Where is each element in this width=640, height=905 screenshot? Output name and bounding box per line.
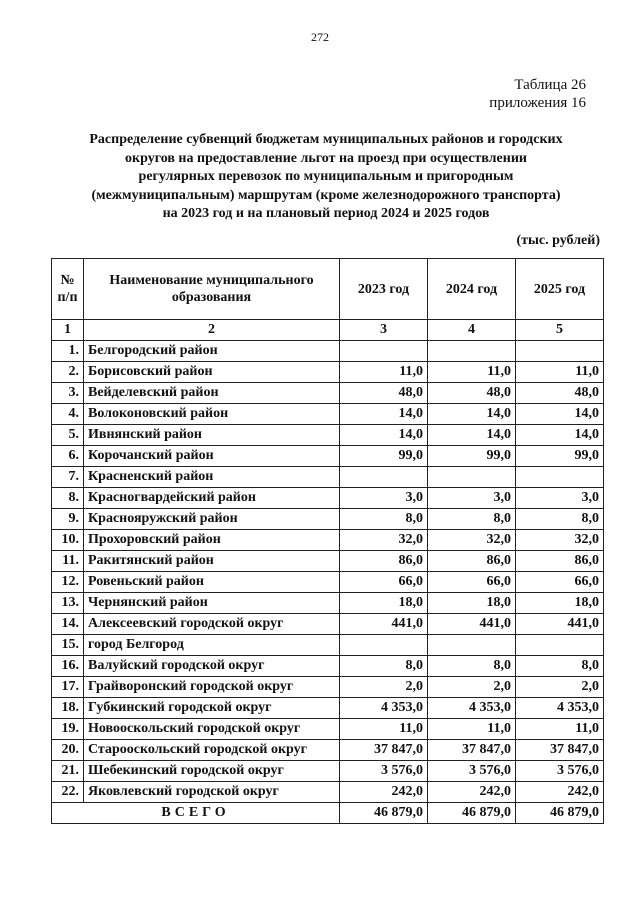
row-number: 16. — [52, 656, 84, 677]
table-row — [52, 488, 604, 509]
municipality-name: Краснояружский район — [84, 509, 340, 530]
municipality-name: Борисовский район — [84, 362, 340, 383]
table-row — [52, 698, 604, 719]
value-2025: 8,0 — [516, 509, 604, 530]
table-row — [52, 362, 604, 383]
municipality-name: Новооскольский городской округ — [84, 719, 340, 740]
table-row — [52, 404, 604, 425]
column-number: 4 — [428, 320, 516, 341]
value-2025: 3 576,0 — [516, 761, 604, 782]
row-number: 15. — [52, 635, 84, 656]
column-number: 1 — [52, 320, 84, 341]
value-2024: 11,0 — [428, 719, 516, 740]
table-row — [52, 341, 604, 362]
table-row — [52, 446, 604, 467]
municipality-name: Красногвардейский район — [84, 488, 340, 509]
value-2025: 14,0 — [516, 425, 604, 446]
value-2023: 66,0 — [340, 572, 428, 593]
value-2023: 11,0 — [340, 719, 428, 740]
value-2023: 8,0 — [340, 509, 428, 530]
row-number: 9. — [52, 509, 84, 530]
header-2025: 2025 год — [516, 259, 604, 320]
value-2024: 441,0 — [428, 614, 516, 635]
municipality-name: Чернянский район — [84, 593, 340, 614]
row-number: 20. — [52, 740, 84, 761]
value-2024: 32,0 — [428, 530, 516, 551]
value-2023 — [340, 467, 428, 488]
value-2025: 32,0 — [516, 530, 604, 551]
row-number: 14. — [52, 614, 84, 635]
value-2025 — [516, 635, 604, 656]
municipality-name: Ровеньский район — [84, 572, 340, 593]
municipality-name: Вейделевский район — [84, 383, 340, 404]
value-2024: 8,0 — [428, 656, 516, 677]
table-caption-line-2: приложения 16 — [489, 95, 586, 111]
value-2024: 18,0 — [428, 593, 516, 614]
table-row — [52, 509, 604, 530]
total-label: ВСЕГО — [52, 803, 340, 824]
header-name: Наименование муниципального образования — [84, 259, 340, 320]
row-number: 2. — [52, 362, 84, 383]
total-2023: 46 879,0 — [340, 803, 428, 824]
row-number: 21. — [52, 761, 84, 782]
table-row — [52, 635, 604, 656]
value-2024: 2,0 — [428, 677, 516, 698]
table-row — [52, 761, 604, 782]
value-2023: 14,0 — [340, 425, 428, 446]
header-num: № п/п — [52, 259, 84, 320]
units-label: (тыс. рублей) — [516, 233, 600, 248]
municipality-name: Корочанский район — [84, 446, 340, 467]
value-2023: 48,0 — [340, 383, 428, 404]
value-2024: 48,0 — [428, 383, 516, 404]
value-2023: 99,0 — [340, 446, 428, 467]
value-2025: 11,0 — [516, 362, 604, 383]
municipality-name: Шебекинский городской округ — [84, 761, 340, 782]
row-number: 17. — [52, 677, 84, 698]
title-line: на 2023 год и на плановый период 2024 и 2025 годов — [162, 206, 490, 221]
municipality-name: Грайворонский городской округ — [84, 677, 340, 698]
table-caption — [489, 76, 586, 112]
table-caption-line-1: Таблица 26 — [514, 77, 586, 93]
value-2025: 18,0 — [516, 593, 604, 614]
value-2023 — [340, 635, 428, 656]
table-row — [52, 383, 604, 404]
value-2023: 86,0 — [340, 551, 428, 572]
value-2025 — [516, 467, 604, 488]
value-2024: 86,0 — [428, 551, 516, 572]
row-number: 10. — [52, 530, 84, 551]
table-row — [52, 614, 604, 635]
header-row — [52, 259, 604, 320]
municipality-name: Ивнянский район — [84, 425, 340, 446]
value-2024: 3,0 — [428, 488, 516, 509]
value-2023: 441,0 — [340, 614, 428, 635]
value-2023 — [340, 341, 428, 362]
value-2025: 66,0 — [516, 572, 604, 593]
value-2025: 99,0 — [516, 446, 604, 467]
document-title — [52, 131, 600, 224]
value-2024 — [428, 635, 516, 656]
row-number: 8. — [52, 488, 84, 509]
value-2023: 32,0 — [340, 530, 428, 551]
value-2025 — [516, 341, 604, 362]
table-row — [52, 782, 604, 803]
value-2025: 11,0 — [516, 719, 604, 740]
value-2025: 4 353,0 — [516, 698, 604, 719]
column-number: 2 — [84, 320, 340, 341]
row-number: 3. — [52, 383, 84, 404]
value-2024: 11,0 — [428, 362, 516, 383]
table-row — [52, 740, 604, 761]
table-row — [52, 551, 604, 572]
title-line: Распределение субвенций бюджетам муниципальных районов и городских — [89, 132, 563, 147]
table-body — [52, 320, 604, 803]
value-2023: 14,0 — [340, 404, 428, 425]
row-number: 6. — [52, 446, 84, 467]
row-number: 11. — [52, 551, 84, 572]
value-2024: 4 353,0 — [428, 698, 516, 719]
value-2025: 242,0 — [516, 782, 604, 803]
value-2023: 37 847,0 — [340, 740, 428, 761]
value-2024: 3 576,0 — [428, 761, 516, 782]
municipality-name: Алексеевский городской округ — [84, 614, 340, 635]
value-2025: 48,0 — [516, 383, 604, 404]
table-row — [52, 656, 604, 677]
value-2023: 8,0 — [340, 656, 428, 677]
table-row — [52, 467, 604, 488]
municipality-name: Старооскольский городской округ — [84, 740, 340, 761]
value-2024 — [428, 341, 516, 362]
total-row — [52, 803, 604, 824]
municipality-name: Валуйский городской округ — [84, 656, 340, 677]
municipality-name: Яковлевский городской округ — [84, 782, 340, 803]
title-line: (межмуниципальным) маршрутам (кроме железнодорожного транспорта) — [91, 187, 561, 203]
table-row — [52, 593, 604, 614]
value-2023: 242,0 — [340, 782, 428, 803]
table-row — [52, 425, 604, 446]
municipality-name: Волоконовский район — [84, 404, 340, 425]
table-row — [52, 530, 604, 551]
table-row — [52, 677, 604, 698]
table-row — [52, 719, 604, 740]
value-2023: 18,0 — [340, 593, 428, 614]
value-2024: 14,0 — [428, 404, 516, 425]
value-2025: 2,0 — [516, 677, 604, 698]
value-2025: 3,0 — [516, 488, 604, 509]
value-2024: 99,0 — [428, 446, 516, 467]
value-2023: 4 353,0 — [340, 698, 428, 719]
subvention-table — [51, 258, 604, 824]
row-number: 12. — [52, 572, 84, 593]
row-number: 22. — [52, 782, 84, 803]
row-number: 5. — [52, 425, 84, 446]
value-2025: 14,0 — [516, 404, 604, 425]
row-number: 7. — [52, 467, 84, 488]
value-2025: 441,0 — [516, 614, 604, 635]
header-2023: 2023 год — [340, 259, 428, 320]
value-2025: 8,0 — [516, 656, 604, 677]
municipality-name: Ракитянский район — [84, 551, 340, 572]
value-2024: 66,0 — [428, 572, 516, 593]
table-row — [52, 572, 604, 593]
value-2024: 14,0 — [428, 425, 516, 446]
value-2023: 2,0 — [340, 677, 428, 698]
value-2024: 8,0 — [428, 509, 516, 530]
row-number: 19. — [52, 719, 84, 740]
row-number: 18. — [52, 698, 84, 719]
value-2023: 11,0 — [340, 362, 428, 383]
value-2025: 86,0 — [516, 551, 604, 572]
row-number: 1. — [52, 341, 84, 362]
title-line: округов на предоставление льгот на проезд при осуществлении — [125, 150, 527, 166]
value-2024: 242,0 — [428, 782, 516, 803]
value-2025: 37 847,0 — [516, 740, 604, 761]
value-2023: 3 576,0 — [340, 761, 428, 782]
total-2025: 46 879,0 — [516, 803, 604, 824]
page-number: 272 — [311, 30, 329, 44]
municipality-name: Губкинский городской округ — [84, 698, 340, 719]
row-number: 13. — [52, 593, 84, 614]
title-line: регулярных перевозок по муниципальным и пригородным — [138, 169, 514, 184]
municipality-name: Белгородский район — [84, 341, 340, 362]
column-number: 3 — [340, 320, 428, 341]
column-number: 5 — [516, 320, 604, 341]
value-2024: 37 847,0 — [428, 740, 516, 761]
row-number: 4. — [52, 404, 84, 425]
value-2023: 3,0 — [340, 488, 428, 509]
column-number-row — [52, 320, 604, 341]
municipality-name: город Белгород — [84, 635, 340, 656]
municipality-name: Прохоровский район — [84, 530, 340, 551]
value-2024 — [428, 467, 516, 488]
municipality-name: Красненский район — [84, 467, 340, 488]
header-2024: 2024 год — [428, 259, 516, 320]
total-2024: 46 879,0 — [428, 803, 516, 824]
